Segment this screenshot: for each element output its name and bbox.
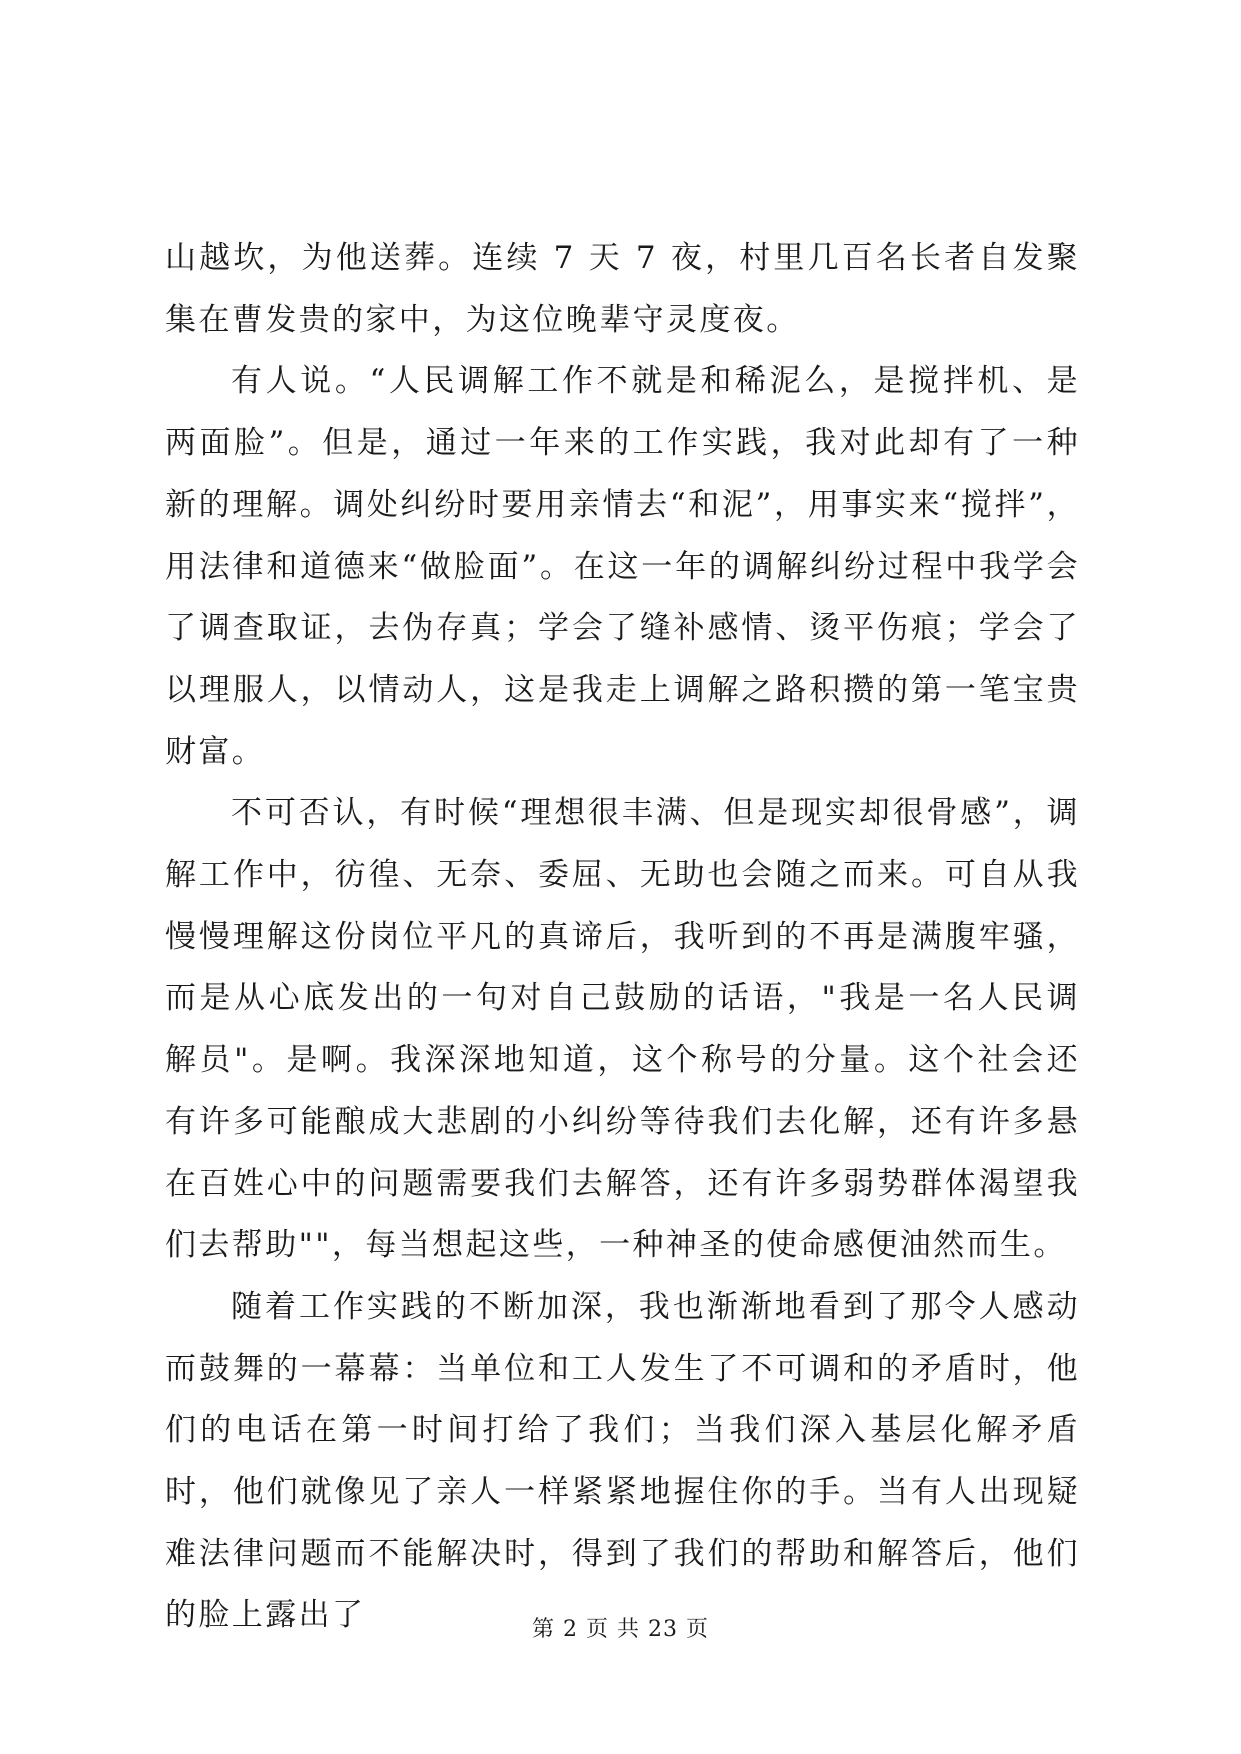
- document-body: [165, 228, 1080, 1647]
- page-number-footer: 第 2 页 共 23 页: [532, 1617, 709, 1642]
- paragraph-4: 随着工作实践的不断加深，我也渐渐地看到了那令人感动而鼓舞的一幕幕：当单位和工人发生了不可调和的矛盾时，他们的电话在第一时间打给了我们；当我们深入基层化解矛盾时，他们就像见了亲人一样紧紧地握住你的手。当有人出现疑难法律问题而不能解决时，得到了我们的帮助和解答后，他们的脸上露出了: [165, 1288, 1080, 1634]
- paragraph-2: 有人说。“人民调解工作不就是和稀泥么，是搅拌机、是两面脸”。但是，通过一年来的工作实践，我对此却有了一种新的理解。调处纠纷时要用亲情去“和泥”，用事实来“搅拌”，用法律和道德来“做脸面”。在这一年的调解纠纷过程中我学会了调查取证，去伪存真；学会了缝补感情、烫平伤痕；学会了以理服人，以情动人，这是我走上调解之路积攒的第一笔宝贵财富。: [165, 363, 1080, 770]
- paragraph-3: 不可否认，有时候“理想很丰满、但是现实却很骨感”，调解工作中，彷徨、无奈、委屈、无助也会随之而来。可自从我慢慢理解这份岗位平凡的真谛后，我听到的不再是满腹牢骚，而是从心底发出的一句对自己鼓励的话语，"我是一名人民调解员"。是啊。我深深地知道，这个称号的分量。这个社会还有许多可能酿成大悲剧的小纠纷等待我们去化解，还有许多悬在百姓心中的问题需要我们去解答，还有许多弱势群体渴望我们去帮助""，每当想起这些，一种神圣的使命感便油然而生。: [165, 795, 1080, 1264]
- paragraph-1: 山越坎，为他送葬。连续 7 天 7 夜，村里几百名长者自发聚集在曹发贵的家中，为这位晚辈守灵度夜。: [165, 240, 1080, 338]
